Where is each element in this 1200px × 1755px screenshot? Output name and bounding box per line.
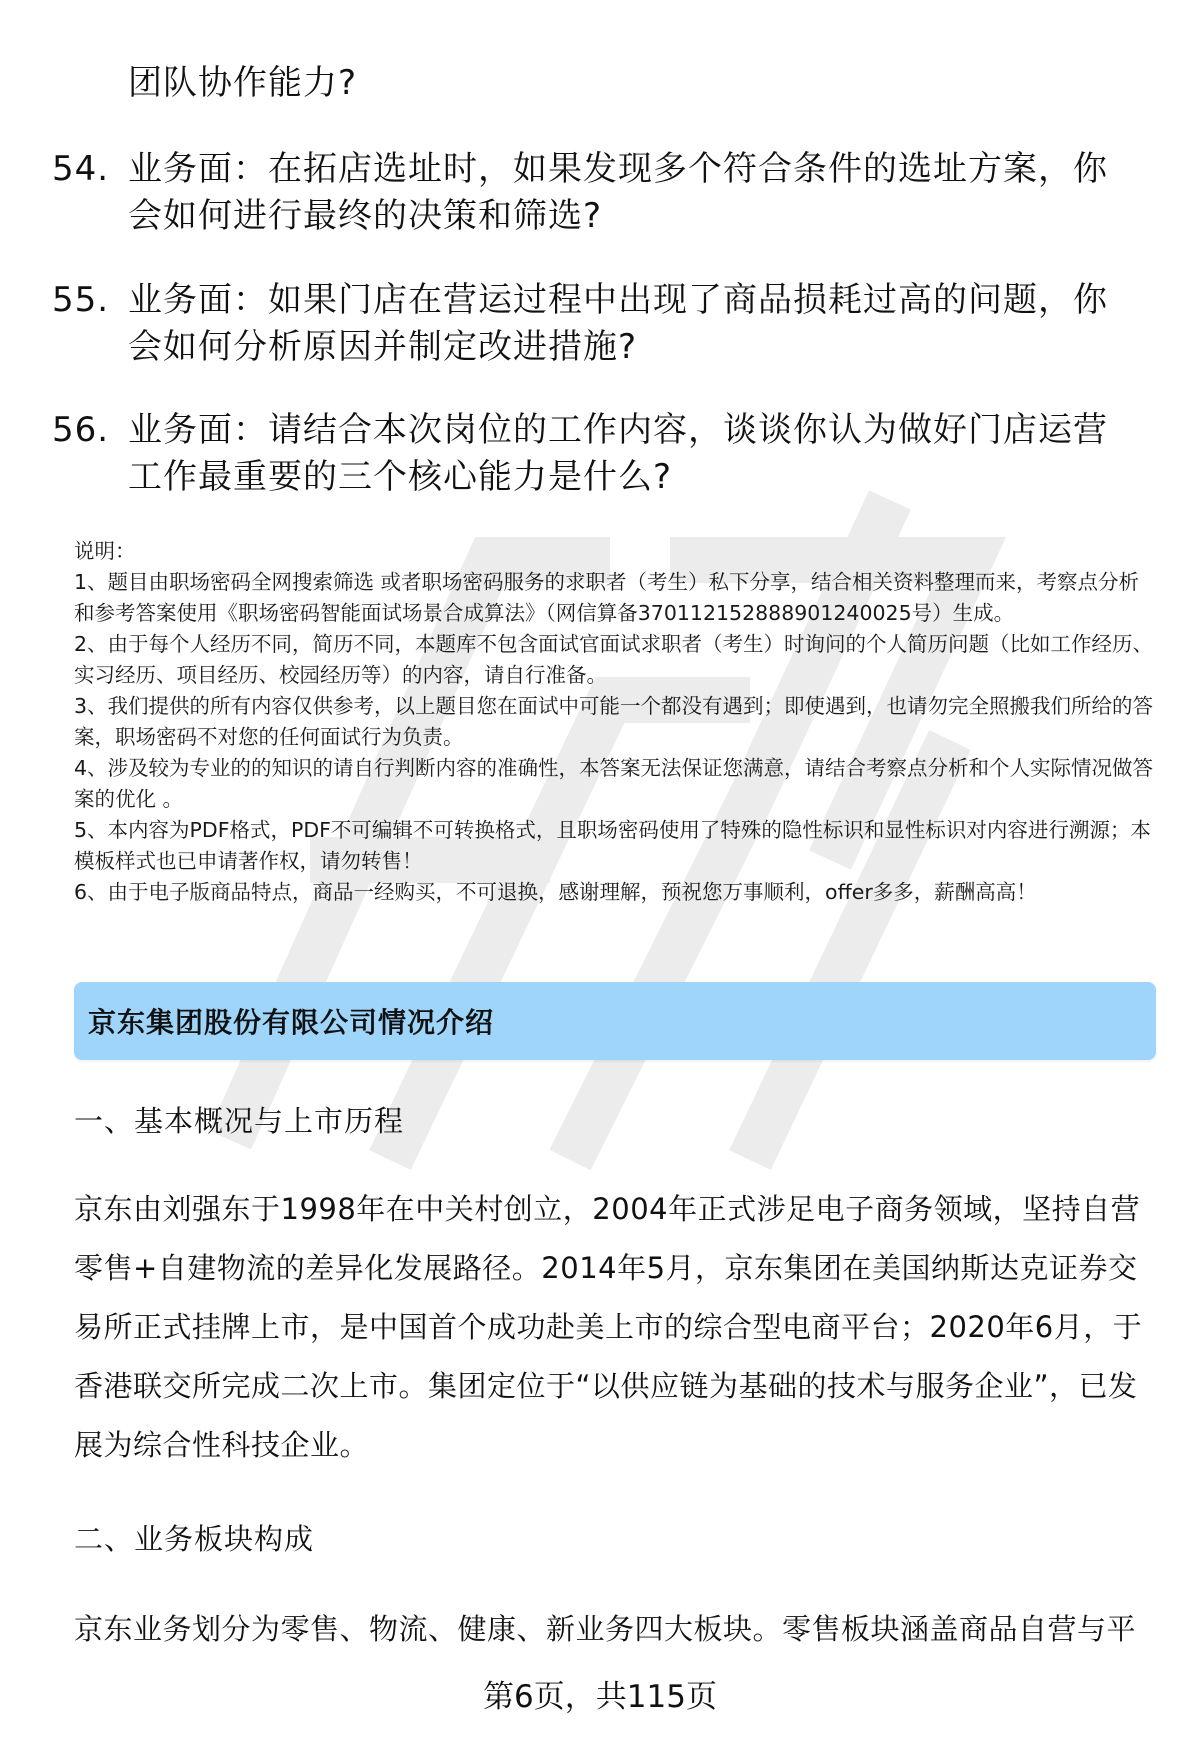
question-text: 业务面：在拓店选址时，如果发现多个符合条件的选址方案，你会如何进行最终的决策和筛选? [128,149,1108,236]
question-number: 55. [52,280,110,320]
note-item-4: 4、涉及较为专业的的知识的请自行判断内容的准确性，本答案无法保证您满意，请结合考察点分析和个人实际情况做答案的优化 。 [74,756,1154,811]
question-text: 业务面：如果门店在营运过程中出现了商品损耗过高的问题，你会如何分析原因并制定改进措施? [128,280,1108,367]
disclaimer-notes [74,536,1154,908]
note-item-2: 2、由于每个人经历不同，简历不同，本题库不包含面试官面试求职者（考生）时询问的个人简历问题（比如工作经历、实习经历、项目经历、校园经历等）的内容，请自行准备。 [74,632,1154,687]
section-heading-business: 二、业务板块构成 [74,1522,315,1556]
question-55 [52,277,1152,371]
question-54 [52,146,1152,240]
section-paragraph-business: 京东业务划分为零售、物流、健康、新业务四大板块。零售板块涵盖商品自营与平 [74,1612,1137,1646]
note-item-3: 3、我们提供的所有内容仅供参考，以上题目您在面试中可能一个都没有遇到；即使遇到，也请勿完全照搬我们所给的答案，职场密码不对您的任何面试行为负责。 [74,694,1154,749]
question-continuation: 团队协作能力? [128,63,358,103]
page-indicator: 第6页，共115页 [483,1679,717,1715]
note-item-5: 5、本内容为PDF格式，PDF不可编辑不可转换格式，且职场密码使用了特殊的隐性标识和显性标识对内容进行溯源；本模板样式也已申请著作权，请勿转售！ [74,818,1151,873]
question-number: 54. [52,149,110,189]
section-banner [74,982,1156,1060]
notes-title: 说明： [74,539,136,563]
note-item-6: 6、由于电子版商品特点，商品一经购买，不可退换，感谢理解，预祝您万事顺利，offer多多，薪酬高高！ [74,880,1037,904]
question-56 [52,407,1152,501]
section-paragraph-overview: 京东由刘强东于1998年在中关村创立，2004年正式涉足电子商务领域，坚持自营零售+自建物流的差异化发展路径。2014年5月，京东集团在美国纳斯达克证券交易所正式挂牌上市，是中国首个成功赴美上市的综合型电商平台；2020年6月，于香港联交所完成二次上市。集团定位于“以供应链为基础的技术与服务企业”，已发展为综合性科技企业。 [74,1192,1143,1462]
note-item-1: 1、题目由职场密码全网搜索筛选 或者职场密码服务的求职者（考生）私下分享，结合相关资料整理而来，考察点分析和参考答案使用《职场密码智能面试场景合成算法》（网信算备370112152888901240025号）生成。 [74,570,1140,625]
question-text: 业务面：请结合本次岗位的工作内容，谈谈你认为做好门店运营工作最重要的三个核心能力是什么? [128,410,1108,497]
section-banner-title: 京东集团股份有限公司情况介绍 [88,1006,495,1039]
question-number: 56. [52,410,110,450]
section-heading-overview: 一、基本概况与上市历程 [74,1104,405,1138]
